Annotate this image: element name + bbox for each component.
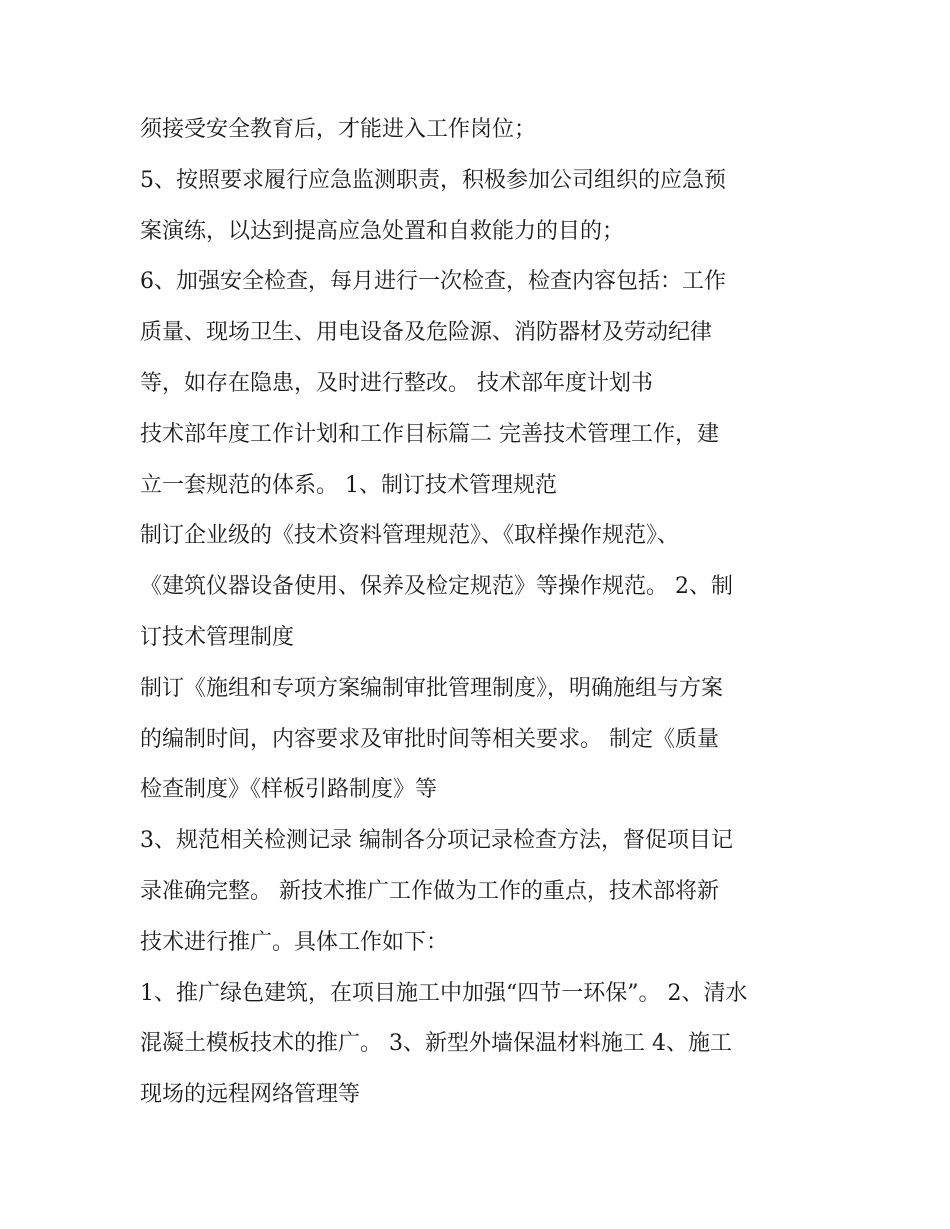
text-line: 等，如存在隐患，及时进行整改。 技术部年度计划书 — [140, 370, 653, 396]
text-line: 须接受安全教育后，才能进入工作岗位； — [140, 117, 537, 142]
text-line: 混凝土模板技术的推广。 3、新型外墙保温材料施工 4、施工 — [140, 1031, 732, 1057]
text-line: 3、规范相关检测记录 编制各分项记录检查方法，督促项目记 — [140, 828, 733, 854]
text-line: 5、按照要求履行应急监测职责，积极参加公司组织的应急预 — [140, 167, 726, 193]
text-line: 技术进行推广。具体工作如下： — [140, 929, 449, 955]
text-line: 《建筑仪器设备使用、保养及检定规范》等操作规范。 2、制 — [140, 574, 733, 600]
text-line: 技术部年度工作计划和工作目标篇二 完善技术管理工作，建 — [140, 421, 719, 447]
document-body — [140, 110, 830, 1126]
text-line: 6、加强安全检查，每月进行一次检查，检查内容包括：工作 — [140, 269, 726, 295]
text-line: 质量、现场卫生、用电设备及危险源、消防器材及劳动纪律 — [140, 320, 713, 346]
text-line: 制订企业级的《技术资料管理规范》、《取样操作规范》、 — [140, 523, 680, 549]
text-line: 1、推广绿色建筑，在项目施工中加强“四节一环保”。 2、清水 — [140, 980, 748, 1006]
text-line: 案演练，以达到提高应急处置和自救能力的目的； — [140, 218, 625, 244]
text-line: 录准确完整。 新技术推广工作做为工作的重点，技术部将新 — [140, 878, 719, 904]
text-line: 制订《施组和专项方案编制审批管理制度》，明确施组与方案 — [140, 675, 724, 701]
text-line: 订技术管理制度 — [140, 624, 295, 650]
text-line: 现场的远程网络管理等 — [140, 1082, 361, 1108]
text-line: 的编制时间，内容要求及审批时间等相关要求。 制定《质量 — [140, 726, 719, 752]
text-line: 立一套规范的体系。 1、制订技术管理规范 — [140, 472, 557, 498]
text-line: 检查制度》《样板引路制度》等 — [140, 777, 438, 803]
